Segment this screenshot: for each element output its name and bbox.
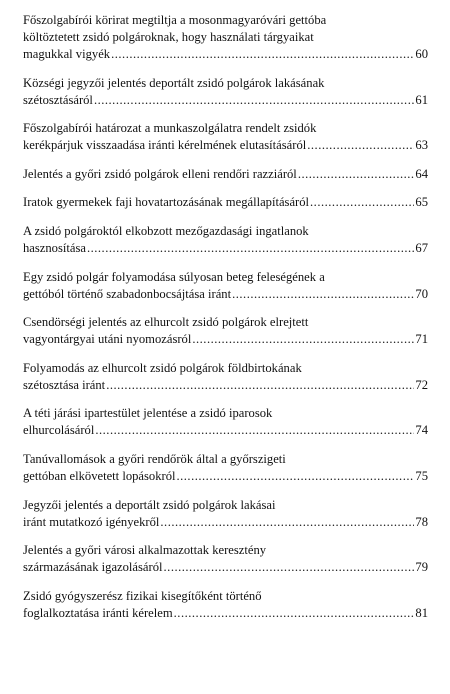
toc-entry-title-end: szétosztása iránt (23, 377, 106, 392)
toc-entry (23, 75, 428, 109)
toc-entry-title-end: szétosztásáról (23, 92, 93, 107)
toc-entry (23, 166, 428, 183)
toc-entry-last-line (23, 514, 428, 531)
toc-entry-title-end: iránt mutatkozó igényekről (23, 514, 160, 529)
toc-entry-title-end: Iratok gyermekek faji hovatartozásának megállapításáról (23, 195, 310, 210)
dot-leader (160, 514, 414, 531)
toc-entry-title-end: vagyontárgyai utáni nyomozásról (23, 332, 192, 347)
toc-entry-last-line (23, 331, 428, 348)
dot-leader (164, 559, 415, 576)
toc-entry-page-number: 81 (415, 605, 428, 620)
dot-leader (192, 331, 414, 348)
toc-entry-page-number: 60 (415, 47, 428, 61)
toc-entry-page-number: 67 (415, 240, 428, 255)
dot-leader (307, 137, 414, 154)
toc-entry-title-line: Főszolgabírói határozat a munkaszolgálatra rendelt zsidók (23, 121, 317, 136)
toc-entry-last-line (23, 377, 428, 394)
dot-leader (95, 422, 414, 439)
toc-entry-title-end: foglalkoztatása iránti kérelem (23, 605, 173, 620)
toc-entry-last-line (23, 422, 428, 439)
table-of-contents (23, 12, 428, 633)
toc-entry-title-end: Jelentés a győri zsidó polgárok elleni rendőri razziáról (23, 166, 297, 181)
toc-entry-title-end: magukkal vigyék (23, 47, 111, 61)
toc-entry-title-end: elhurcolásáról (23, 423, 95, 438)
toc-entry-page-number: 70 (415, 286, 428, 301)
toc-entry-last-line (23, 286, 428, 303)
toc-entry-title-line: A téti járási ipartestület jelentése a zsidó iparosok (23, 406, 273, 421)
toc-entry-page-number: 64 (415, 166, 428, 181)
dot-leader (298, 166, 415, 183)
dot-leader (174, 605, 415, 622)
toc-entry (23, 269, 428, 303)
toc-entry-page-number: 79 (415, 560, 428, 575)
toc-entry-page-number: 71 (415, 332, 428, 347)
toc-entry (23, 223, 428, 257)
toc-entry-last-line (23, 137, 428, 154)
toc-entry-last-line (23, 194, 428, 211)
toc-entry-last-line (23, 46, 428, 63)
dot-leader (94, 92, 414, 109)
toc-entry-last-line (23, 166, 428, 183)
dot-leader (310, 194, 414, 211)
toc-entry-title-line: Csendörségi jelentés az elhurcolt zsidó polgárok elrejtett (23, 315, 309, 330)
toc-entry-title-line: Egy zsidó polgár folyamodása súlyosan beteg feleségének a (23, 269, 325, 284)
toc-entry-title-line: Zsidó gyógyszerész fizikai kisegítőként történő (23, 588, 262, 603)
toc-entry-title-line: Községi jegyzői jelentés deportált zsidó polgárok lakásának (23, 75, 325, 90)
toc-entry (23, 497, 428, 531)
toc-entry-title-line: költöztetett zsidó polgároknak, hogy használati tárgyaikat (23, 30, 314, 44)
toc-entry-page-number: 63 (415, 138, 428, 153)
dot-leader (106, 377, 414, 394)
toc-entry-page-number: 61 (415, 92, 428, 107)
toc-entry-page-number: 65 (415, 195, 428, 210)
toc-entry-title-line: Főszolgabírói körirat megtiltja a mosonmagyaróvári gettóba (23, 13, 327, 27)
toc-entry (23, 12, 428, 63)
toc-entry-last-line (23, 559, 428, 576)
toc-entry-title-end: gettóban elkövetett lopásokról (23, 468, 176, 483)
toc-entry-last-line (23, 468, 428, 485)
toc-entry-last-line (23, 605, 428, 622)
toc-entry-title-line: Jelentés a győri városi alkalmazottak keresztény (23, 543, 267, 558)
toc-entry-last-line (23, 92, 428, 109)
toc-entry-title-end: származásának igazolásáról (23, 560, 163, 575)
toc-entry-title-line: A zsidó polgároktól elkobzott mezőgazdasági ingatlanok (23, 223, 309, 238)
dot-leader (87, 240, 414, 257)
dot-leader (232, 286, 414, 303)
toc-entry (23, 405, 428, 439)
toc-entry (23, 120, 428, 154)
toc-entry-page-number: 74 (415, 423, 428, 438)
toc-entry-title-line: Jegyzői jelentés a deportált zsidó polgárok lakásai (23, 497, 276, 512)
toc-entry (23, 588, 428, 622)
toc-entry-title-end: gettóból történő szabadonbocsájtása iránt (23, 286, 232, 301)
toc-entry-title-line: Tanúvallomások a győri rendőrök által a győrszigeti (23, 451, 286, 466)
toc-entry (23, 542, 428, 576)
toc-entry (23, 360, 428, 394)
dot-leader (176, 468, 414, 485)
toc-entry-page-number: 75 (415, 468, 428, 483)
toc-entry-title-line: Folyamodás az elhurcolt zsidó polgárok földbirtokának (23, 360, 302, 375)
toc-entry-title-end: kerékpárjuk visszaadása iránti kérelmének elutasításáról (23, 138, 307, 153)
toc-entry-last-line (23, 240, 428, 257)
dot-leader (111, 46, 414, 63)
toc-entry-page-number: 72 (415, 377, 428, 392)
toc-entry (23, 314, 428, 348)
toc-entry-page-number: 78 (415, 514, 428, 529)
toc-entry-title-end: hasznosítása (23, 240, 86, 255)
toc-entry (23, 451, 428, 485)
toc-entry (23, 194, 428, 211)
